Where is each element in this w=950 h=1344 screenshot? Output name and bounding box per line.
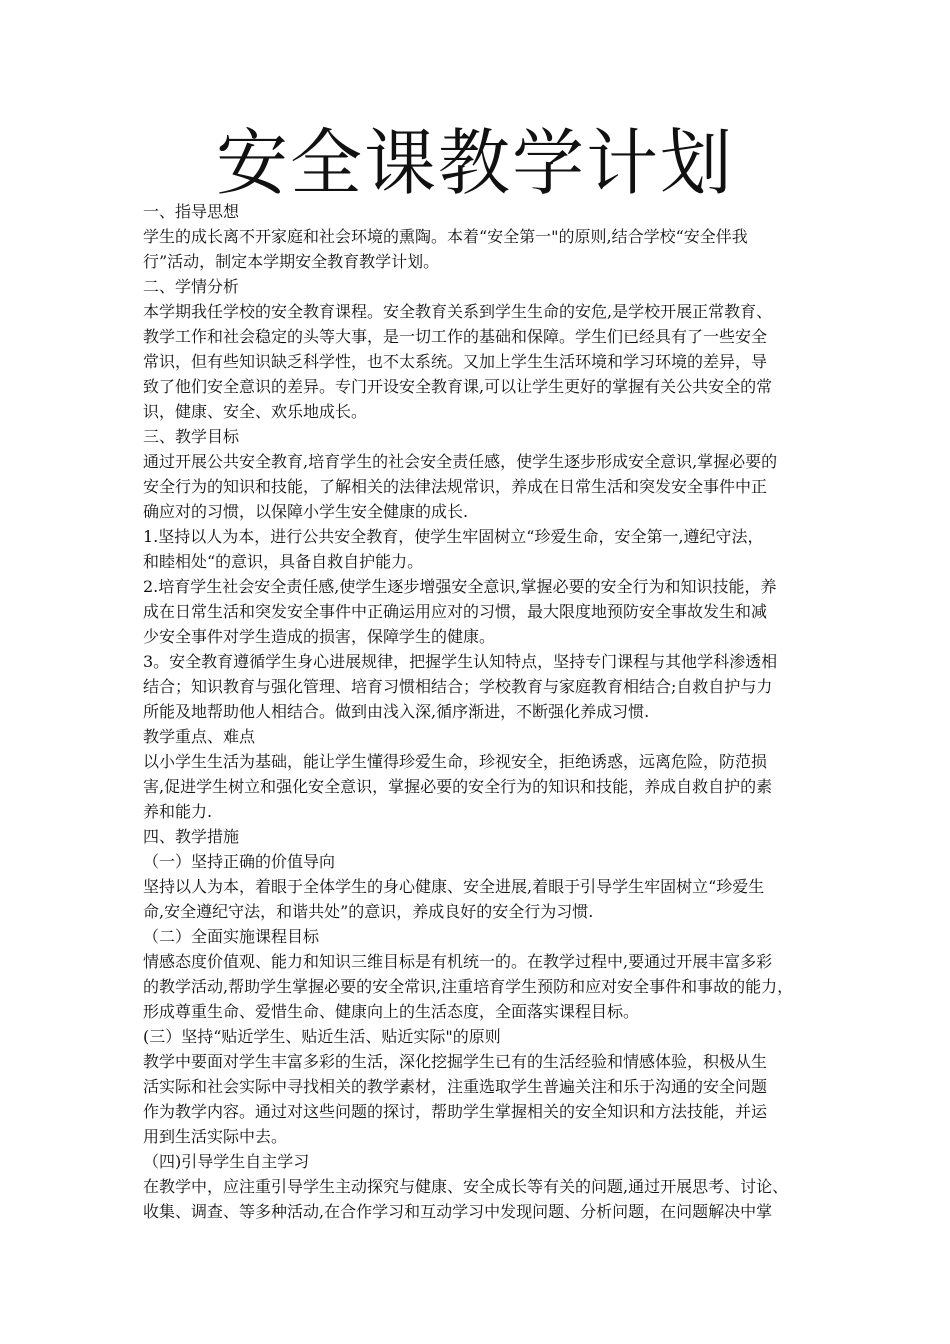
text-line: 坚持以人为本，着眼于全体学生的身心健康、安全进展,着眼于引导学生牢固树立“珍爱生: [143, 877, 765, 896]
text-line: 结合；知识教育与强化管理、培育习惯相结合；学校教育与家庭教育相结合;自救自护与力: [143, 677, 773, 696]
text-line: 少安全事件对学生造成的损害，保障学生的健康。: [143, 627, 496, 646]
text-line: 在教学中，应注重引导学生主动探究与健康、安全成长等有关的问题,通过开展思考、讨论、: [143, 1177, 789, 1196]
text-line: 常识，但有些知识缺乏科学性，也不太系统。又加上学生生活环境和学习环境的差异，导: [143, 352, 768, 371]
text-line: 的教学活动,帮助学生掌握必要的安全常识,注重培育学生预防和应对安全事件和事故的能力，: [143, 977, 794, 996]
text-line: 二、学情分析: [143, 277, 240, 296]
text-line: （四)引导学生自主学习: [143, 1152, 310, 1171]
text-line: 安全行为的知识和技能，了解相关的法律法规常识，养成在日常生活和突发安全事件中正: [143, 477, 768, 496]
text-line: 四、教学措施: [143, 827, 240, 846]
text-line: （一）坚持正确的价值导向: [143, 852, 336, 871]
text-line: 教学中要面对学生丰富多彩的生活，深化挖掘学生已有的生活经验和情感体验，积极从生: [143, 1052, 768, 1071]
text-line: 情感态度价值观、能力和知识三维目标是有机统一的。在教学过程中,要通过开展丰富多彩: [143, 952, 773, 971]
text-line: 养和能力.: [143, 802, 213, 821]
text-line: 所能及地帮助他人相结合。做到由浅入深,循序渐进，不断强化养成习惯.: [143, 702, 650, 721]
text-line: 教学工作和社会稳定的头等大事，是一切工作的基础和保障。学生们已经具有了一些安全: [143, 327, 768, 346]
text-line: 作为教学内容。通过对这些问题的探讨，帮助学生掌握相关的安全知识和方法技能，并运: [143, 1102, 768, 1121]
text-line: 形成尊重生命、爱惜生命、健康向上的生活态度，全面落实课程目标。: [143, 1002, 640, 1021]
text-line: 1.坚持以人为本，进行公共安全教育，使学生牢固树立“珍爱生命，安全第一,遵纪守法，: [143, 527, 764, 546]
text-line: 三、教学目标: [143, 427, 240, 446]
text-line: 确应对的习惯，以保障小学生安全健康的成长.: [143, 502, 469, 521]
text-line: 一、指导思想: [143, 202, 240, 221]
text-line: 和睦相处“的意识，具备自救自护能力。: [143, 552, 424, 571]
text-line: 收集、调查、等多种活动,在合作学习和互动学习中发现问题、分析问题，在问题解决中掌: [143, 1202, 773, 1221]
text-line: 本学期我任学校的安全教育课程。安全教育关系到学生生命的安危,是学校开展正常教育、: [143, 302, 773, 321]
text-line: 教学重点、难点: [143, 727, 256, 746]
text-line: 以小学生生活为基础，能让学生懂得珍爱生命，珍视安全，拒绝诱惑，远离危险，防范损: [143, 752, 768, 771]
document-body: [143, 199, 813, 1224]
text-line: 行”活动，制定本学期安全教育教学计划。: [143, 252, 440, 271]
text-line: 识，健康、安全、欢乐地成长。: [143, 402, 368, 421]
text-line: 通过开展公共安全教育,培育学生的社会安全责任感，使学生逐步形成安全意识,掌握必要的: [143, 452, 778, 471]
text-line: (三）坚持“贴近学生、贴近生活、贴近实际"的原则: [143, 1027, 501, 1046]
text-line: 2.培育学生社会安全责任感,使学生逐步增强安全意识,掌握必要的安全行为和知识技能，养: [143, 577, 777, 596]
text-line: 用到生活实际中去。: [143, 1127, 288, 1146]
text-line: 害,促进学生树立和强化安全意识，掌握必要的安全行为的知识和技能，养成自救自护的素: [143, 777, 773, 796]
text-line: 3。安全教育遵循学生身心进展规律，把握学生认知特点，坚持专门课程与其他学科渗透相: [143, 652, 778, 671]
text-line: 学生的成长离不开家庭和社会环境的熏陶。本着“安全第一"的原则,结合学校“安全伴我: [143, 227, 748, 246]
document-title: 安全课教学计划: [215, 121, 734, 205]
text-line: 命,安全遵纪守法，和谐共处”的意识，养成良好的安全行为习惯.: [143, 902, 594, 921]
text-line: 活实际和社会实际中寻找相关的教学素材，注重选取学生普遍关注和乐于沟通的安全问题: [143, 1077, 768, 1096]
text-line: 成在日常生活和突发安全事件中正确运用应对的习惯，最大限度地预防安全事故发生和减: [143, 602, 768, 621]
text-line: 致了他们安全意识的差异。专门开设安全教育课,可以让学生更好的掌握有关公共安全的常: [143, 377, 773, 396]
text-line: （二）全面实施课程目标: [143, 927, 320, 946]
